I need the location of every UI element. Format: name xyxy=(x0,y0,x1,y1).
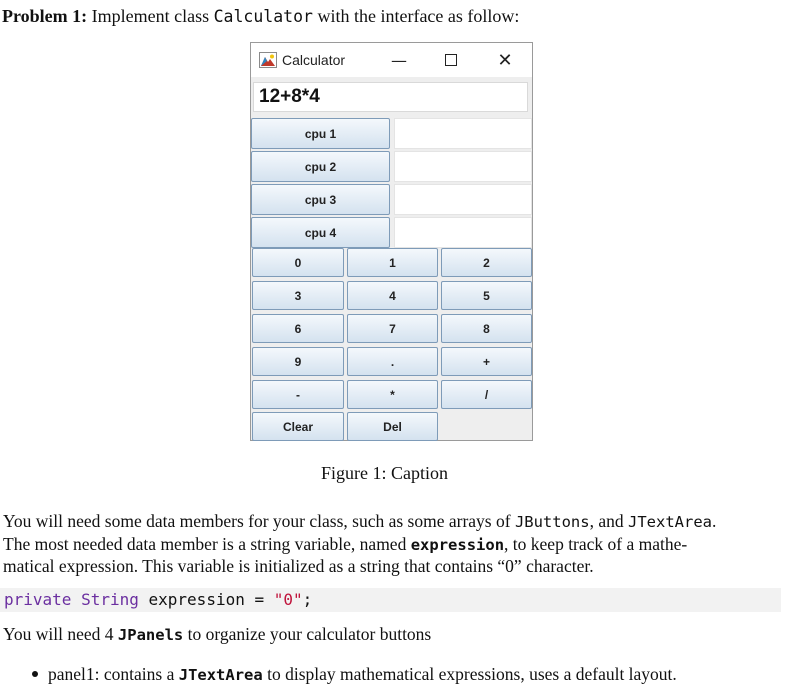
key-dot-button[interactable]: . xyxy=(347,347,438,376)
code-string: "0" xyxy=(273,590,303,609)
minimize-icon[interactable]: — xyxy=(391,50,407,70)
code-operator: = xyxy=(254,590,265,609)
cpu-1-output xyxy=(394,118,532,149)
cpu-1-button[interactable]: cpu 1 xyxy=(251,118,390,149)
key-8-button[interactable]: 8 xyxy=(441,314,532,343)
code-identifier: expression xyxy=(148,590,245,609)
text: , to keep track of a mathe- xyxy=(504,534,688,554)
code-term: JTextArea xyxy=(628,513,712,531)
heading-text-end: with the interface as follow: xyxy=(317,6,520,26)
heading-class-name: Calculator xyxy=(213,7,313,26)
paragraph-line xyxy=(3,511,716,532)
code-type: String xyxy=(81,590,139,609)
key-4-button[interactable]: 4 xyxy=(347,281,438,310)
key-1-button[interactable]: 1 xyxy=(347,248,438,277)
key-9-button[interactable]: 9 xyxy=(252,347,344,376)
key-6-button[interactable]: 6 xyxy=(252,314,344,343)
heading-text: Implement class xyxy=(91,6,210,26)
del-button[interactable]: Del xyxy=(347,412,438,441)
code-term: JPanels xyxy=(117,626,184,644)
window-titlebar xyxy=(251,43,532,77)
window-title: Calculator xyxy=(282,52,346,68)
key-multiply-button[interactable]: * xyxy=(347,380,438,409)
code-line xyxy=(4,590,312,609)
problem-heading xyxy=(2,6,519,27)
bullet-item xyxy=(48,664,677,685)
key-divide-button[interactable]: / xyxy=(441,380,532,409)
problem-number: Problem 1: xyxy=(2,6,88,26)
maximize-icon[interactable] xyxy=(431,48,471,72)
close-icon[interactable]: ✕ xyxy=(497,49,513,71)
code-term: expression xyxy=(410,536,505,554)
figure-caption: Figure 1: Caption xyxy=(321,463,448,483)
text: panel1: contains a xyxy=(48,664,175,684)
cpu-2-output xyxy=(394,151,532,182)
paragraph-line xyxy=(3,624,431,645)
cpu-2-button[interactable]: cpu 2 xyxy=(251,151,390,182)
key-5-button[interactable]: 5 xyxy=(441,281,532,310)
text: to display mathematical expressions, uses a default layout. xyxy=(267,664,677,684)
text: You will need 4 xyxy=(3,624,114,644)
code-term: JTextArea xyxy=(178,666,263,684)
paragraph-line: matical expression. This variable is initialized as a string that contains “0” character. xyxy=(3,556,594,576)
code-semicolon: ; xyxy=(302,590,313,609)
key-2-button[interactable]: 2 xyxy=(441,248,532,277)
bullet-icon xyxy=(32,671,38,677)
clear-button[interactable]: Clear xyxy=(252,412,344,441)
code-keyword: private xyxy=(4,590,72,609)
paragraph-line xyxy=(3,534,687,555)
expression-display[interactable]: 12+8*4 xyxy=(253,82,528,112)
key-7-button[interactable]: 7 xyxy=(347,314,438,343)
text: , and xyxy=(589,511,624,531)
key-0-button[interactable]: 0 xyxy=(252,248,344,277)
cpu-4-output xyxy=(394,217,532,248)
text: The most needed data member is a string variable, named xyxy=(3,534,407,554)
cpu-3-output xyxy=(394,184,532,215)
text: to organize your calculator buttons xyxy=(187,624,432,644)
text: . xyxy=(712,511,717,531)
code-term: JButtons xyxy=(514,513,590,531)
key-3-button[interactable]: 3 xyxy=(252,281,344,310)
key-minus-button[interactable]: - xyxy=(252,380,344,409)
key-plus-button[interactable]: + xyxy=(441,347,532,376)
cpu-4-button[interactable]: cpu 4 xyxy=(251,217,390,248)
java-app-icon xyxy=(259,52,277,68)
text: You will need some data members for your class, such as some arrays of xyxy=(3,511,511,531)
cpu-3-button[interactable]: cpu 3 xyxy=(251,184,390,215)
calculator-window xyxy=(250,42,533,441)
